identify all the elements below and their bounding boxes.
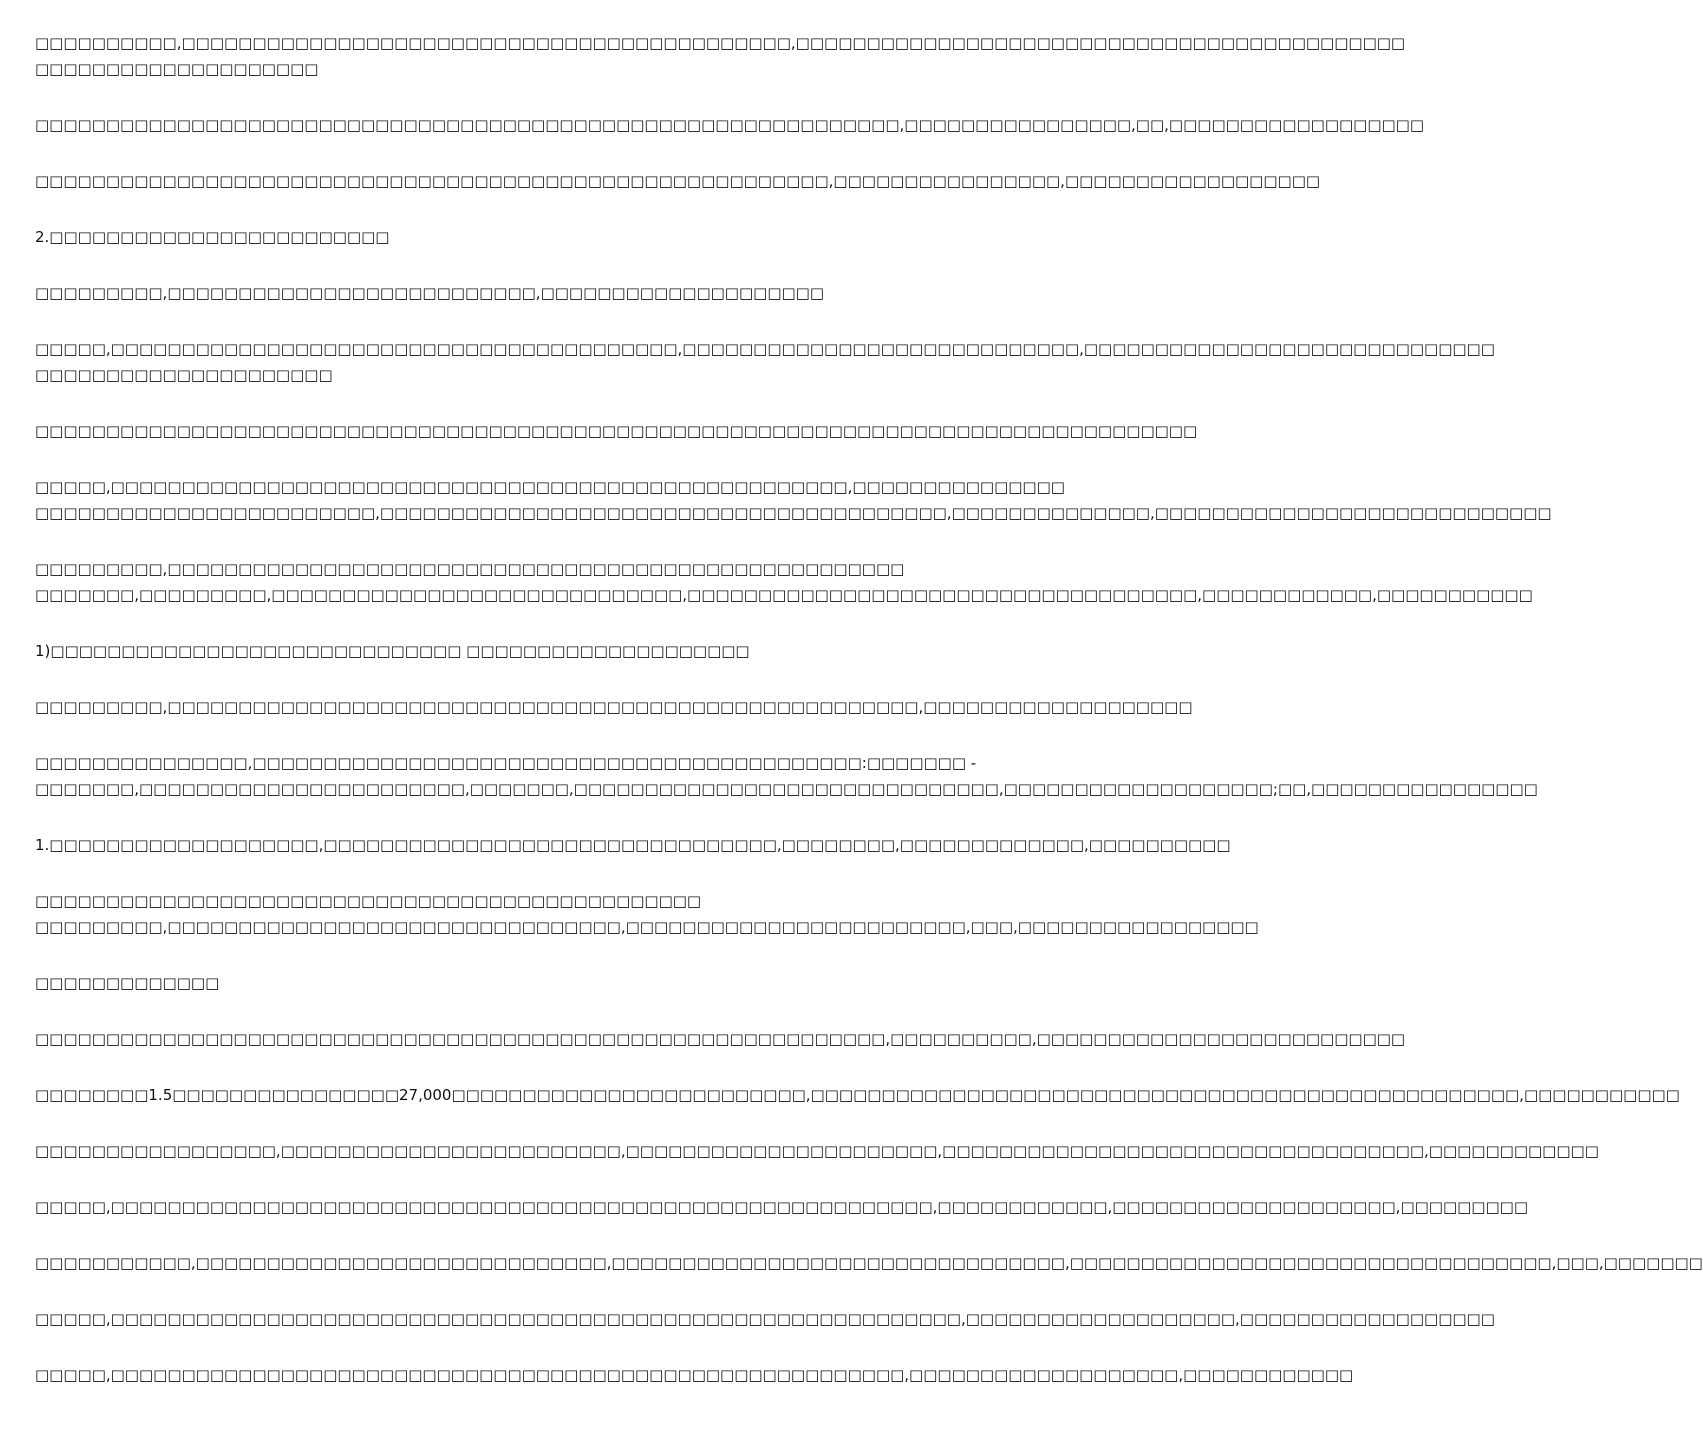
paragraph — [35, 1082, 1680, 1108]
text-line: □□□□□□□□□□□□□□□□□,□□□□□□□□□□□□□□□□□□□□□□□□,□□□□□□□□□□□□□□□□□□□□□□,□□□□□□□□□□□□□□□□□□□□□□□□□□□□□□□□□□,□□□□□□□□□□□□ — [35, 1142, 1599, 1160]
paragraph — [35, 832, 1231, 858]
paragraph — [35, 888, 1259, 940]
paragraph — [35, 336, 1495, 388]
text-line: 2.□□□□□□□□□□□□□□□□□□□□□□□□ — [35, 228, 390, 246]
text-line: □□□□□□□□□□□,□□□□□□□□□□□□□□□□□□□□□□□□□□□□□,□□□□□□□□□□□□□□□□□□□□□□□□□□□□□□□□,□□□□□□□□□□□□□□□□□□□□□□□□□□□□□□□□□□,□□□,□□□□□□□ — [35, 1254, 1703, 1272]
text-line: □□□□□□□□□,□□□□□□□□□□□□□□□□□□□□□□□□□□□□□□□□,□□□□□□□□□□□□□□□□□□□□□□□□,□□□,□□□□□□□□□□□□□□□□□ — [35, 918, 1259, 936]
text-line: □□□□□□□□□□□□□ — [35, 974, 220, 992]
text-line: □□□□□□□□□,□□□□□□□□□□□□□□□□□□□□□□□□□□□□□□□□□□□□□□□□□□□□□□□□□□□□ — [35, 560, 905, 578]
paragraph — [35, 280, 990, 306]
text-line: □□□□□□□□1.5□□□□□□□□□□□□□□□□27,000□□□□□□□□□□□□□□□□□□□□□□□□□,□□□□□□□□□□□□□□□□□□□□□□□□□□□□□□□□□□□□□□□□□□□□□□□□□□,□□□□□□□□□□□ — [35, 1086, 1680, 1104]
text-line: □□□□□,□□□□□□□□□□□□□□□□□□□□□□□□□□□□□□□□□□□□□□□□□□□□□□□□□□□□□□□□□□□□,□□□□□□□□□□□□□□□□□□□,□□□□□□□□□□□□□□□□□□ — [35, 1310, 1495, 1328]
paragraph — [35, 168, 1321, 194]
text-line: □□□□□,□□□□□□□□□□□□□□□□□□□□□□□□□□□□□□□□□□□□□□□□,□□□□□□□□□□□□□□□□□□□□□□□□□□□□,□□□□□□□□□□□□□□□□□□□□□□□□□□□□□ — [35, 340, 1495, 358]
text-line: □□□□□□□□□□□□□□□□□□□□□□□□□□□□□□□□□□□□□□□□□□□□□□□□□□□□□□□□□□□□□□□□□□□□□□□□□□□□□□□□□□ — [35, 422, 1198, 440]
paragraph — [35, 418, 1198, 444]
text-line: □□□□□□□□□□□□□□□□□□□□□□□□□□□□□□□□□□□□□□□□□□□□□□□ — [35, 892, 702, 910]
text-line: □□□□□□□□□□□□□□□□□□□□□□□□□□□□□□□□□□□□□□□□□□□□□□□□□□□□□□□□,□□□□□□□□□□□□□□□□,□□□□□□□□□□□□□□□□□□ — [35, 172, 1321, 190]
text-line: □□□□□□□□□□□□□□□□□□□□□ — [35, 366, 333, 384]
text-line: □□□□□□□□□,□□□□□□□□□□□□□□□□□□□□□□□□□□□□□□□□□□□□□□□□□□□□□□□□□□□□□,□□□□□□□□□□□□□□□□□□□ — [35, 698, 1193, 716]
paragraph — [35, 112, 1425, 138]
paragraph — [35, 224, 990, 250]
text-line: □□□□□,□□□□□□□□□□□□□□□□□□□□□□□□□□□□□□□□□□□□□□□□□□□□□□□□□□□□□□□□□□,□□□□□□□□□□□□,□□□□□□□□□□□□□□□□□□□□,□□□□□□□□□ — [35, 1198, 1528, 1216]
text-line: □□□□□□□□□□□□□□□□□□□□□□□□□□□□□□□□□□□□□□□□□□□□□□□□□□□□□□□□□□□□□,□□□□□□□□□□□□□□□□,□□,□□□□□□□□□□□□□□□□□□ — [35, 116, 1425, 134]
text-line: □□□□□□□□□□□□□□□□□□□□ — [35, 60, 319, 78]
paragraph — [35, 30, 1406, 82]
text-line: 1)□□□□□□□□□□□□□□□□□□□□□□□□□□□□□ □□□□□□□□□□□□□□□□□□□□ — [35, 642, 750, 660]
text-line: □□□□□□□□□□□□□□□□□□□□□□□□,□□□□□□□□□□□□□□□□□□□□□□□□□□□□□□□□□□□□□□□□,□□□□□□□□□□□□□□,□□□□□□□□□□□□□□□□□□□□□□□□□□□□ — [35, 504, 1552, 522]
paragraph — [35, 556, 1533, 608]
paragraph — [35, 1306, 1495, 1332]
paragraph — [35, 970, 990, 996]
text-line: □□□□□□□□□□□□□□□□□□□□□□□□□□□□□□□□□□□□□□□□□□□□□□□□□□□□□□□□□□□□,□□□□□□□□□□,□□□□□□□□□□□□□□□□□□□□□□□□□□ — [35, 1030, 1406, 1048]
text-line: □□□□□□□,□□□□□□□□□□□□□□□□□□□□□□□,□□□□□□□,□□□□□□□□□□□□□□□□□□□□□□□□□□□□□□,□□□□□□□□□□□□□□□□□□□;□□,□□□□□□□□□□□□□□□□ — [35, 780, 1538, 798]
document-page — [35, 30, 1703, 1418]
paragraph — [35, 1138, 1599, 1164]
paragraph — [35, 1362, 1354, 1388]
paragraph — [35, 750, 1538, 802]
text-line: 1.□□□□□□□□□□□□□□□□□□□,□□□□□□□□□□□□□□□□□□□□□□□□□□□□□□□□,□□□□□□□□,□□□□□□□□□□□□□,□□□□□□□□□□ — [35, 836, 1231, 854]
paragraph — [35, 694, 1193, 720]
text-line: □□□□□,□□□□□□□□□□□□□□□□□□□□□□□□□□□□□□□□□□□□□□□□□□□□□□□□□□□□□□□□,□□□□□□□□□□□□□□□□□□□,□□□□□□□□□□□□ — [35, 1366, 1354, 1384]
text-line: □□□□□□□□□□,□□□□□□□□□□□□□□□□□□□□□□□□□□□□□□□□□□□□□□□□□□□,□□□□□□□□□□□□□□□□□□□□□□□□□□□□□□□□□□□□□□□□□□□ — [35, 34, 1406, 52]
paragraph — [35, 1250, 1703, 1276]
paragraph — [35, 638, 990, 664]
text-line: □□□□□□□□□,□□□□□□□□□□□□□□□□□□□□□□□□□□,□□□□□□□□□□□□□□□□□□□□ — [35, 284, 825, 302]
paragraph — [35, 1194, 1528, 1220]
paragraph — [35, 1026, 1406, 1052]
text-line: □□□□□□□□□□□□□□□,□□□□□□□□□□□□□□□□□□□□□□□□□□□□□□□□□□□□□□□□□□□:□□□□□□□ - — [35, 754, 977, 772]
paragraph — [35, 474, 1552, 526]
text-line: □□□□□□□,□□□□□□□□□,□□□□□□□□□□□□□□□□□□□□□□□□□□□□□,□□□□□□□□□□□□□□□□□□□□□□□□□□□□□□□□□□□□,□□□□□□□□□□□□,□□□□□□□□□□□ — [35, 586, 1533, 604]
text-line: □□□□□,□□□□□□□□□□□□□□□□□□□□□□□□□□□□□□□□□□□□□□□□□□□□□□□□□□□□,□□□□□□□□□□□□□□□ — [35, 478, 1065, 496]
